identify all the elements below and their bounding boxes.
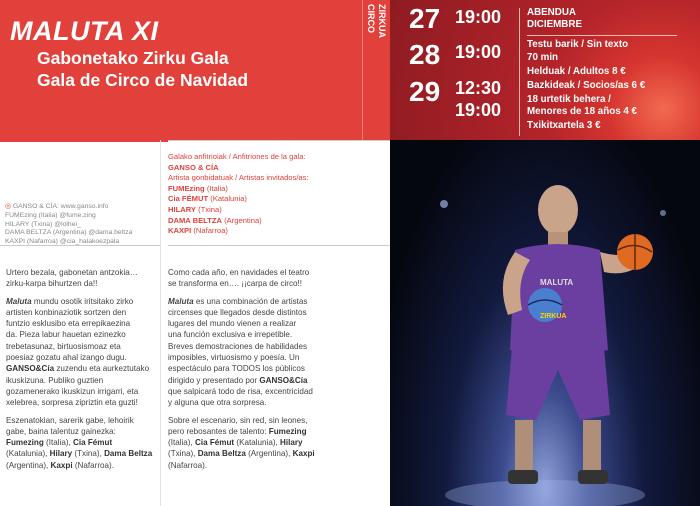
month-spanish: DICIEMBRE (527, 19, 582, 30)
month-basque: ABENDUA (527, 7, 576, 18)
jersey-label: MALUTA (540, 278, 574, 287)
date-time-3b: 19:00 (455, 100, 502, 120)
credit-line: KAXPI (Nafarroa) @cia_halakoezpala (5, 238, 120, 246)
guest-entry: Cia FÉMUT (Katalunia) (168, 194, 247, 204)
accent-rule (0, 140, 168, 142)
category-label-es: CIRCO (366, 4, 376, 33)
guest-entry: KAXPI (Nafarroa) (168, 226, 228, 236)
price-adults: Helduak / Adultos 8 € (527, 66, 626, 77)
ball-label: ZIRKUA (540, 313, 567, 320)
credit-line: DAMA BELTZA (Argentina) @dama.beltza (5, 229, 133, 237)
hosts-label: Galako anfitrioiak / Anfitriones de la gala: (168, 152, 306, 161)
price-box-office: Txikitxartela 3 € (527, 120, 601, 131)
date-divider (519, 8, 520, 136)
category-label-eu: ZIRKUA (377, 4, 387, 38)
category-label (365, 4, 387, 38)
hosts-block (168, 152, 309, 237)
globe-icon: ◎ (5, 203, 13, 210)
date-day-2: 28 (409, 39, 441, 70)
spanish-text: Como cada año, en navidades el teatro se transforma en…. ¡¡carpa de circo!! Maluta es una combinación de artistas circenses que llegados desde distintos lugares del mundo vienen a realizar una función exclusiva e irrepetible. Breves demostraciones de habilidades imposibles, virtuosismo y poesía. Un espectáculo para TODOS los públicos dirigido y presentado por GANSO&Cía que salpicará todo de risa, excentricidad y alguna que otra sorpresa. Sobre el escenario, sin red, sin leones, pero rebosantes de talento: Fumezing (Italia), Cia Fémut (Katalunia), Hilary (Txina), Dama Beltza (Argentina), Kaxpi (Nafarroa). (168, 268, 315, 470)
language-info: Testu barik / Sin texto (527, 39, 629, 50)
price-members: Bazkideak / Socios/as 6 € (527, 80, 646, 91)
subtitle-basque: Gabonetako Zirku Gala (37, 48, 229, 68)
price-minors-line1: 18 urtetik behera / (527, 94, 611, 105)
info-separator (527, 35, 677, 36)
hosts-rule (168, 245, 390, 246)
credit-line: FUMEzing (Italia) @fume.zing (5, 211, 96, 219)
host-name: GANSO & CÍA (168, 162, 219, 172)
credits-rule (0, 245, 160, 246)
date-time-3a: 12:30 (455, 78, 502, 98)
guest-entry: DAMA BELTZA (Argentina) (168, 215, 262, 225)
credits-block (5, 203, 132, 247)
guests-label: Artista gonbidatuak / Artistas invitados/as: (168, 173, 309, 183)
date-time-1: 19:00 (455, 7, 502, 27)
guest-entry: FUMEzing (Italia) (168, 183, 228, 193)
guest-entry: HILARY (Txina) (168, 204, 222, 214)
date-day-3: 29 (409, 76, 441, 107)
basque-text: Urtero bezala, gabonetan antzokia… zirku-karpa bihurtzen da!! Maluta mundu osotik iritsitako zirko artisten konbinaziotik sortzen den funtzio esklusibo eta errepikaezina da. Pieza labur hauetan ezinezko trebetasunaz, birtuosismoaz eta poesiaz gozatu ahal izango dugu. GANSO&Cía zuzendu eta aurkeztutako ikuskizuna. Publiko guztien gozamenerako ikuskizun irrigarri, eta xelebrea, sorpresa zipriztin eta guzti! Eszenatokian, sarerik gabe, lehoirik gabe, baina talentuz gainezka: Fumezing (Italia), Cia Fémut (Katalunia), Hilary (Txina), Dama Beltza (Argentina), Kaxpi (Nafarroa). (6, 268, 153, 470)
credit-line: HILARY (Txina) @lolhei_ (5, 220, 81, 228)
credit-line: ◎ GANSO & CÍA: www.ganso.info (5, 203, 109, 210)
duration-info: 70 min (527, 52, 559, 63)
date-time-2: 19:00 (455, 42, 502, 62)
column-divider (160, 140, 161, 506)
date-day-1: 27 (409, 3, 441, 34)
section-rule (168, 140, 390, 141)
performer-photo (390, 140, 700, 506)
subtitle-spanish: Gala de Circo de Navidad (37, 70, 249, 90)
event-title: MALUTA XI (10, 16, 159, 46)
performer-figure (390, 140, 700, 506)
price-minors-line2: Menores de 18 años 4 € (527, 106, 637, 117)
